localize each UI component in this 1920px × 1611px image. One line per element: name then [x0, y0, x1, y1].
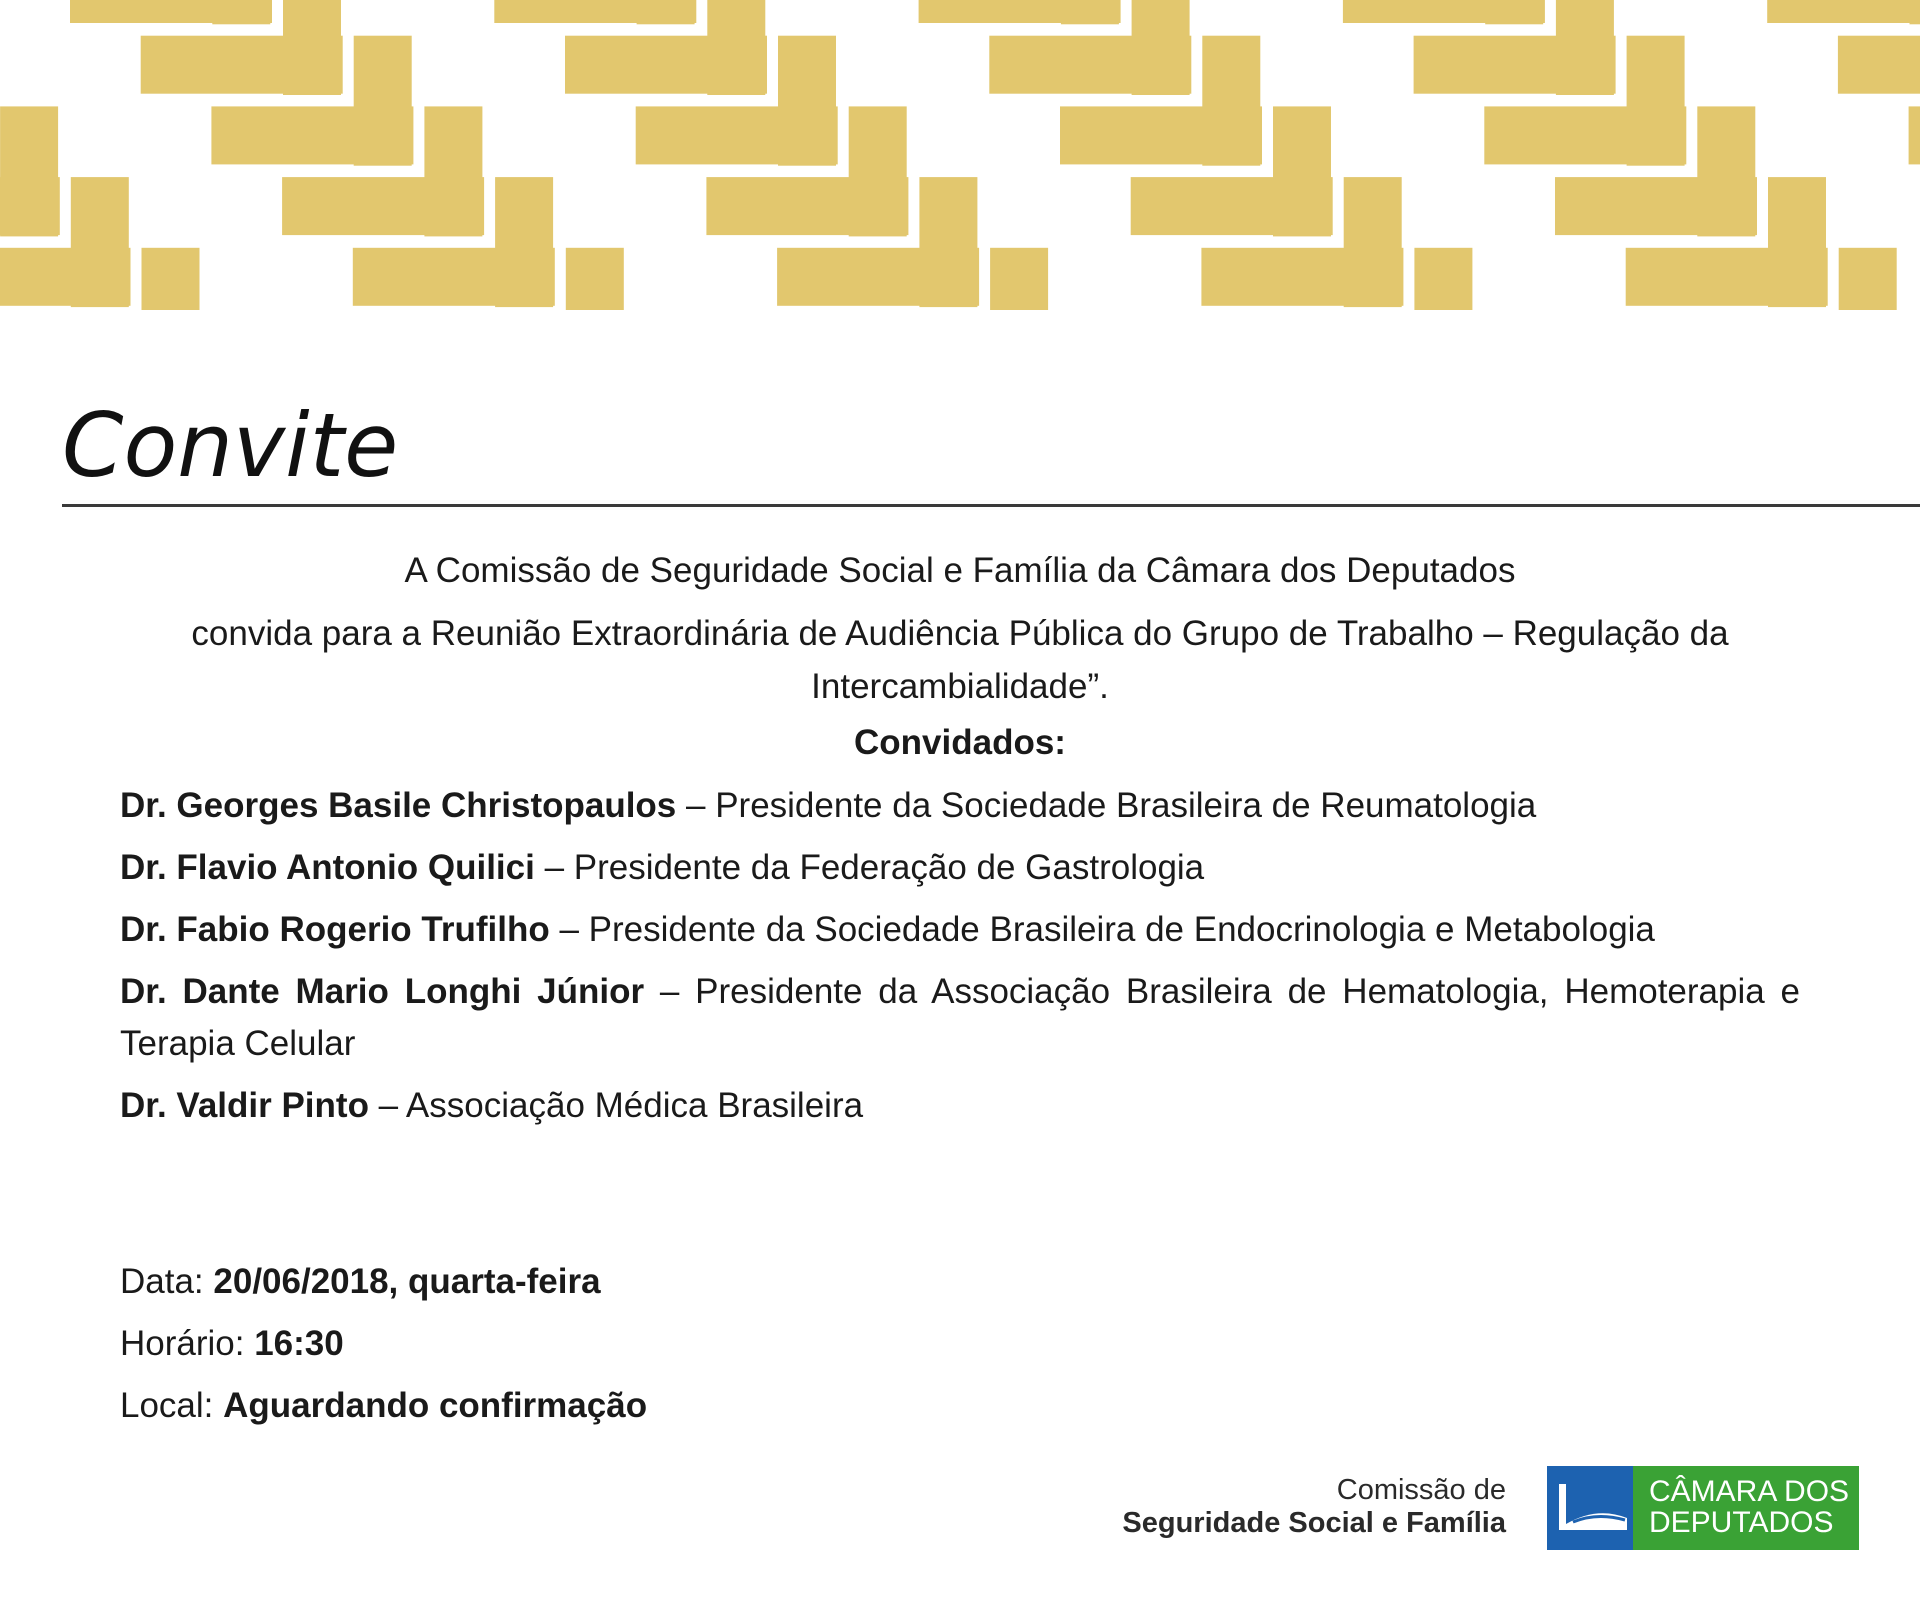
- guest-role: – Presidente da Associação Brasileira de Hematologia, Hemoterapia e Terapia Celular: [120, 972, 1800, 1063]
- event-place: [120, 1380, 647, 1432]
- date-label: Data:: [120, 1262, 214, 1301]
- time-value: 16:30: [254, 1324, 344, 1363]
- list-item: [120, 904, 1800, 956]
- date-value: 20/06/2018, quarta-feira: [213, 1262, 601, 1301]
- title-divider: [62, 504, 1920, 507]
- list-item: [120, 842, 1800, 894]
- commission-line-2: Seguridade Social e Família: [1122, 1507, 1506, 1539]
- guest-list: [120, 780, 1800, 1142]
- camara-logo: [1547, 1466, 1859, 1550]
- place-label: Local:: [120, 1386, 224, 1425]
- event-date: [120, 1256, 647, 1308]
- guest-role: – Presidente da Sociedade Brasileira de Reumatologia: [676, 786, 1537, 825]
- intro-line-2: convida para a Reunião Extraordinária de Audiência Pública do Grupo de Trabalho – Regulação da Intercambialidade”.: [191, 614, 1729, 706]
- event-details: [120, 1256, 647, 1442]
- time-label: Horário:: [120, 1324, 255, 1363]
- page-title: Convite: [62, 394, 399, 497]
- list-item: [120, 966, 1800, 1070]
- guest-name: Dr. Dante Mario Longhi Júnior: [120, 972, 645, 1011]
- guests-heading: Convidados:: [854, 723, 1066, 762]
- event-time: [120, 1318, 647, 1370]
- list-item: [120, 1080, 1800, 1132]
- guest-name: Dr. Flavio Antonio Quilici: [120, 848, 535, 887]
- commission-name: [1122, 1474, 1506, 1540]
- camara-emblem-icon: [1547, 1466, 1633, 1550]
- commission-line-1: Comissão de: [1336, 1474, 1506, 1506]
- invitation-intro: [120, 544, 1800, 723]
- basketweave-pattern-icon: [0, 0, 1920, 310]
- guest-role: – Associação Médica Brasileira: [368, 1086, 864, 1125]
- camara-logo-text: [1633, 1466, 1859, 1550]
- guest-role: – Presidente da Federação de Gastrologia: [534, 848, 1205, 887]
- place-value: Aguardando confirmação: [223, 1386, 648, 1425]
- guest-name: Dr. Georges Basile Christopaulos: [120, 786, 677, 825]
- camara-logo-line-1: CÂMARA DOS: [1649, 1475, 1850, 1508]
- guest-role: – Presidente da Sociedade Brasileira de Endocrinologia e Metabologia: [549, 910, 1655, 949]
- decorative-header-pattern: [0, 0, 1920, 310]
- camara-logo-line-2: DEPUTADOS: [1649, 1506, 1834, 1539]
- list-item: [120, 780, 1800, 832]
- guest-name: Dr. Fabio Rogerio Trufilho: [120, 910, 550, 949]
- intro-line-1: A Comissão de Seguridade Social e Família da Câmara dos Deputados: [404, 551, 1516, 590]
- guest-name: Dr. Valdir Pinto: [120, 1086, 369, 1125]
